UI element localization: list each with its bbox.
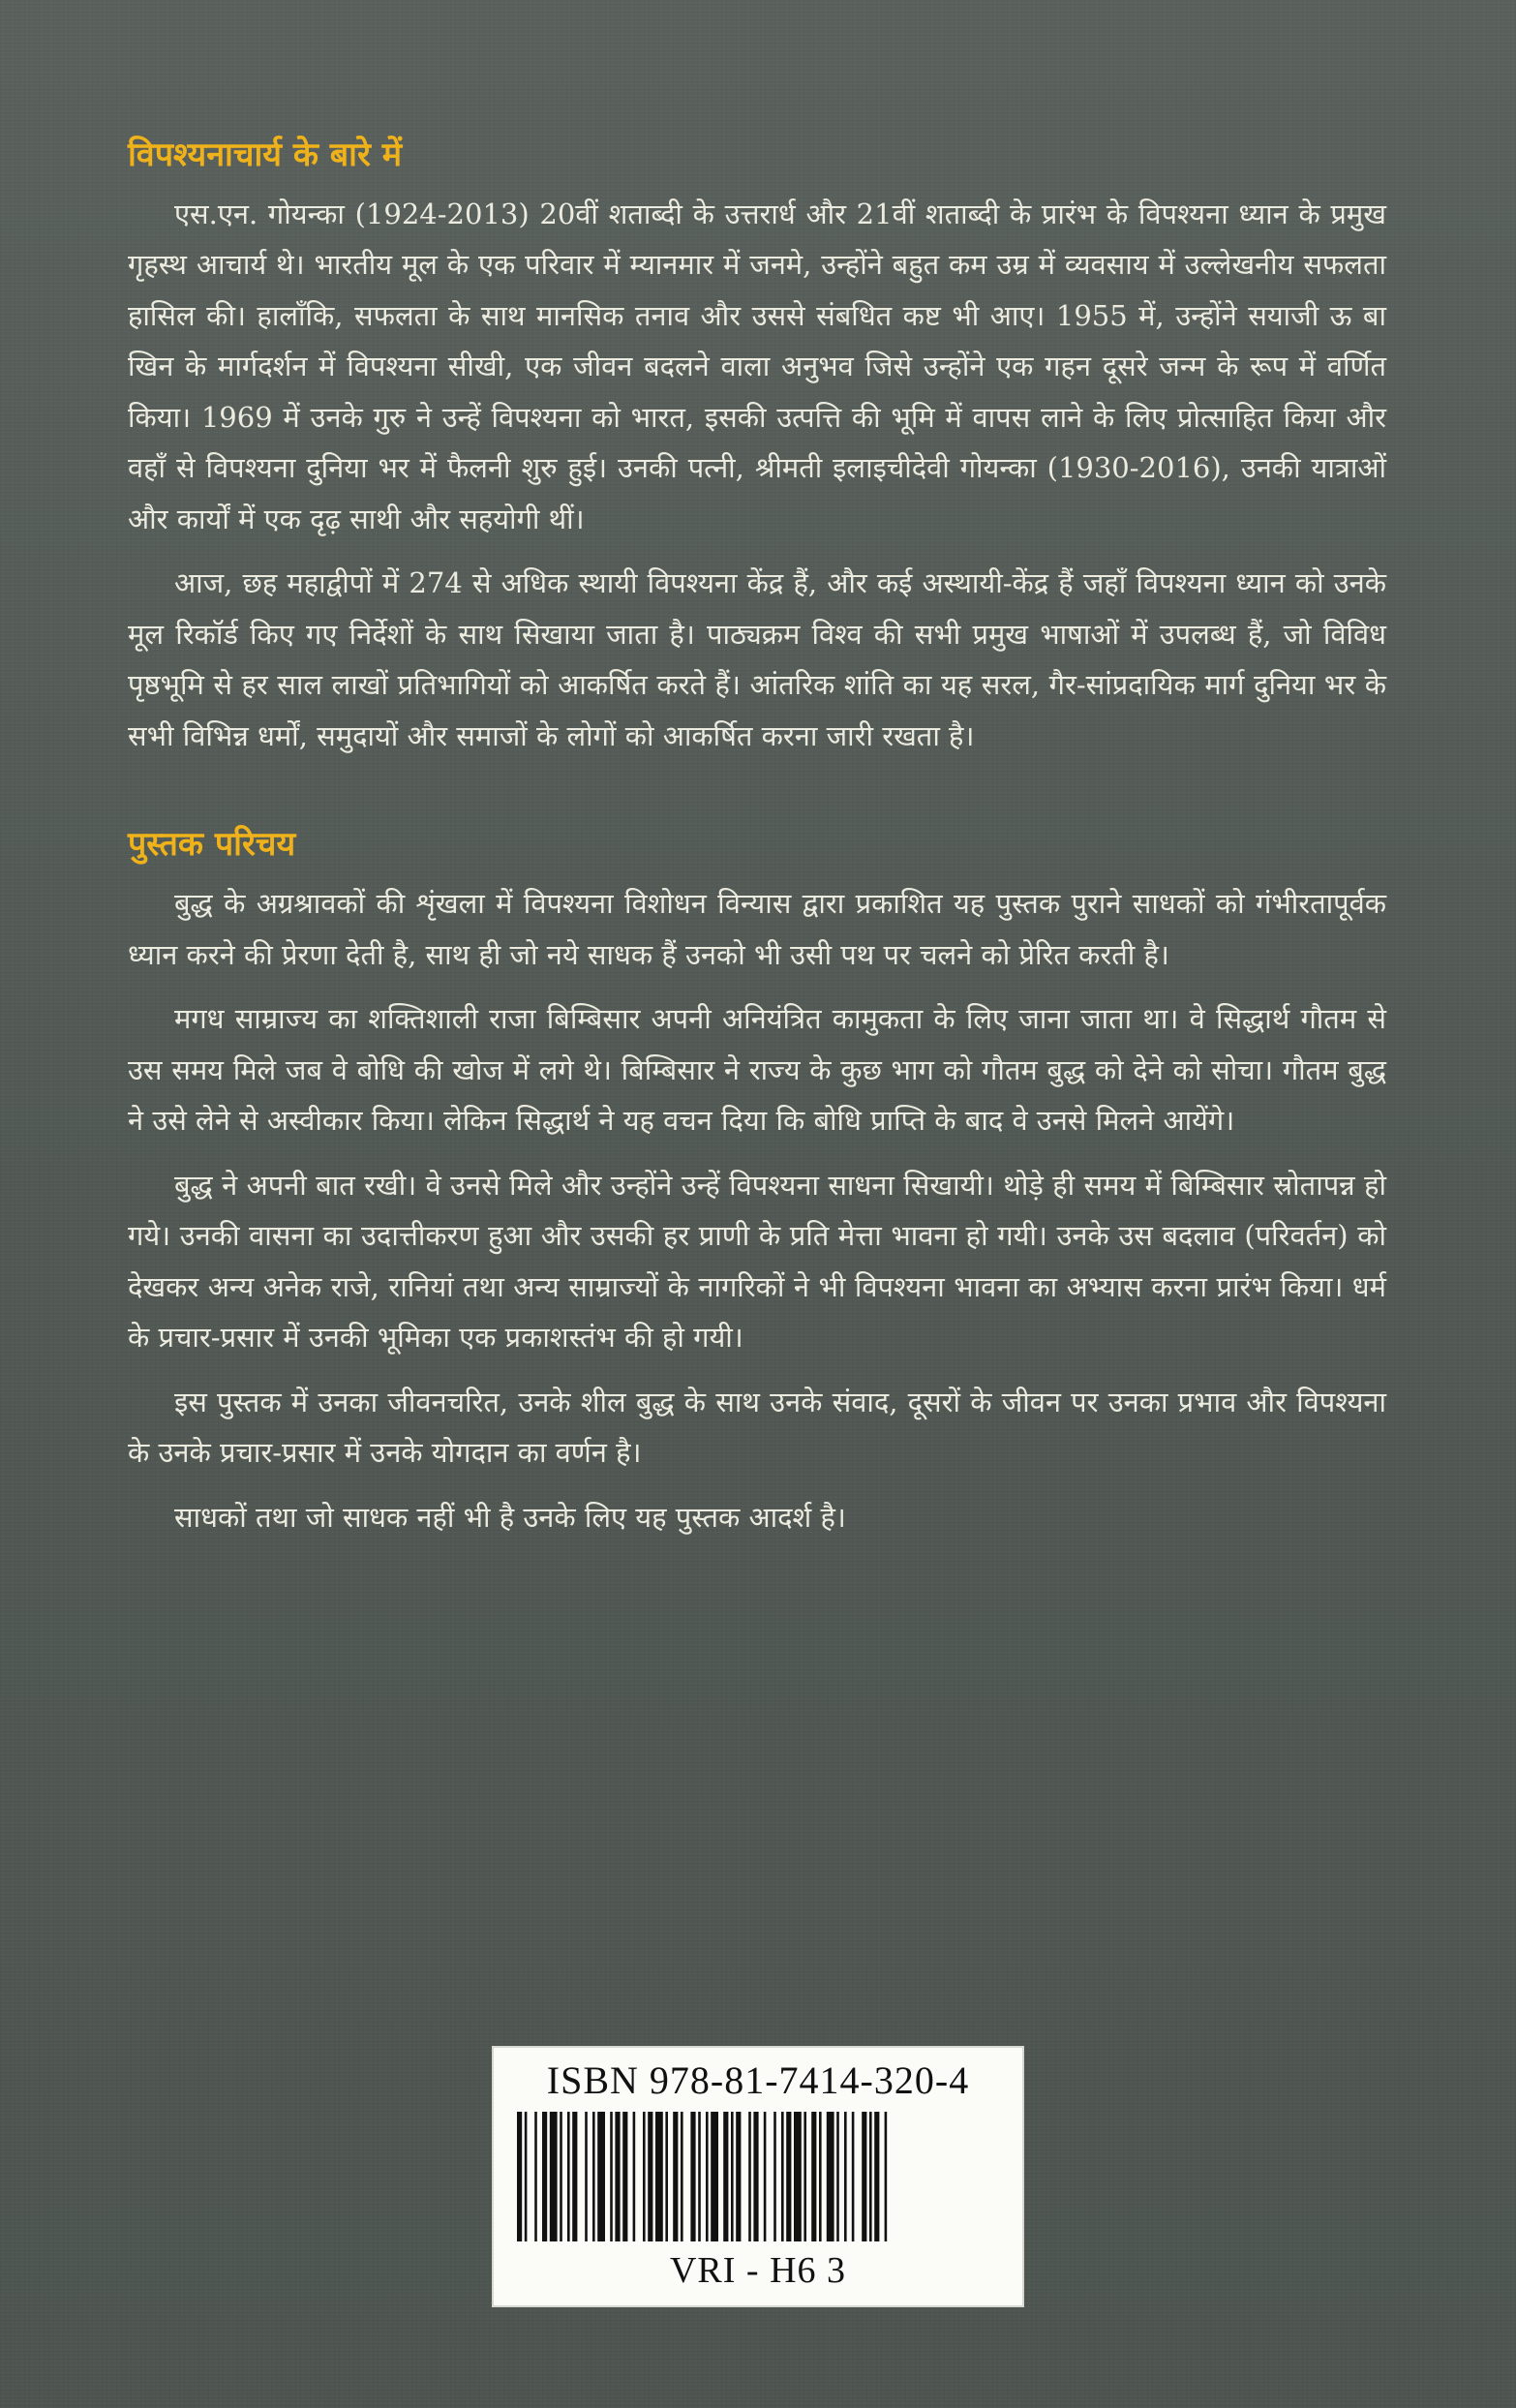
book-section bbox=[128, 825, 1386, 1542]
publisher-code: VRI - H6 3 bbox=[669, 2250, 847, 2291]
book-paragraph-4: इस पुस्तक में उनका जीवनचरित, उनके शील बुद्ध के साथ उनके संवाद, दूसरों के जीवन पर उनका प्रभाव और विपश्यना के उनके प्रचार-प्रसार में उनके योगदान का वर्णन है। bbox=[128, 1385, 1386, 1470]
about-heading: विपश्यनाचार्य के बारे में bbox=[128, 136, 403, 174]
about-paragraph-2: आज, छह महाद्वीपों में 274 से अधिक स्थायी विपश्यना केंद्र हैं, और कई अस्थायी-केंद्र हैं जहाँ विपश्यना ध्यान को उनके मूल रिकॉर्ड किए गए निर्देशों के साथ सिखाया जाता है। पाठ्यक्रम विश्व की सभी प्रमुख भाषाओं में उपलब्ध हैं, जो विविध पृष्ठभूमि से हर साल लाखों प्रतिभागियों को आकर्षित करते हैं। आंतरिक शांति का यह सरल, गैर-सांप्रदायिक मार्ग दुनिया भर के सभी विभिन्न धर्मों, समुदायों और समाजों के लोगों को आकर्षित करना जारी रखता है। bbox=[128, 566, 1386, 752]
book-paragraph-5: साधकों तथा जो साधक नहीं भी है उनके लिए यह पुस्तक आदर्श है। bbox=[174, 1500, 846, 1534]
barcode-icon bbox=[513, 2112, 1005, 2241]
book-paragraph-2: मगध साम्राज्य का शक्तिशाली राजा बिम्बिसार अपनी अनियंत्रित कामुकता के लिए जाना जाता था। वे सिद्धार्थ गौतम से उस समय मिले जब वे बोधि की खोज में लगे थे। बिम्बिसार ने राज्य के कुछ भाग को गौतम बुद्ध को देने को सोचा। गौतम बुद्ध ने उसे लेने से अस्वीकार किया। लेकिन सिद्धार्थ ने यह वचन दिया कि बोधि प्राप्ति के बाद वे उनसे मिलने आयेंगे। bbox=[128, 1002, 1386, 1138]
barcode-label bbox=[492, 2046, 1024, 2307]
about-section bbox=[128, 136, 1386, 761]
book-paragraph-1: बुद्ध के अग्रश्रावकों की शृंखला में विपश्यना विशोधन विन्यास द्वारा प्रकाशित यह पुस्तक पुराने साधकों को गंभीरतापूर्वक ध्यान करने की प्रेरणा देती है, साथ ही जो नये साधक हैं उनको भी उसी पथ पर चलने को प्रेरित करती है। bbox=[128, 887, 1386, 971]
about-paragraph-1: एस.एन. गोयन्का (1924-2013) 20वीं शताब्दी के उत्तरार्ध और 21वीं शताब्दी के प्रारंभ के विपश्यना ध्यान के प्रमुख गृहस्थ आचार्य थे। भारतीय मूल के एक परिवार में म्यानमार में जनमे, उन्होंने बहुत कम उम्र में व्यवसाय में उल्लेखनीय सफलता हासिल की। हालाँकि, सफलता के साथ मानसिक तनाव और उससे संबधित कष्ट भी आए। 1955 में, उन्होंने सयाजी ऊ बा खिन के मार्गदर्शन में विपश्यना सीखी, एक जीवन बदलने वाला अनुभव जिसे उन्होंने एक गहन दूसरे जन्म के रूप में वर्णित किया। 1969 में उनके गुरु ने उन्हें विपश्यना को भारत, इसकी उत्पत्ति की भूमि में वापस लाने के लिए प्रोत्साहित किया और वहाँ से विपश्यना दुनिया भर में फैलनी शुरु हुई। उनकी पत्नी, श्रीमती इलाइचीदेवी गोयन्का (1930-2016), उनकी यात्राओं और कार्यों में एक दृढ़ साथी और सहयोगी थीं। bbox=[128, 197, 1386, 535]
isbn-text: ISBN 978-81-7414-320-4 bbox=[546, 2058, 970, 2102]
book-paragraph-3: बुद्ध ने अपनी बात रखी। वे उनसे मिले और उन्होंने उन्हें विपश्यना साधना सिखायी। थोड़े ही समय में बिम्बिसार स्रोतापन्न हो गये। उनकी वासना का उदात्तीकरण हुआ और उसकी हर प्राणी के प्रति मेत्ता भावना हो गयी। उनके उस बदलाव (परिवर्तन) को देखकर अन्य अनेक राजे, रानियां तथा अन्य साम्राज्यों के नागरिकों ने भी विपश्यना भावना का अभ्यास करना प्रारंभ किया। धर्म के प्रचार-प्रसार में उनकी भूमिका एक प्रकाशस्तंभ की हो गयी। bbox=[128, 1168, 1386, 1355]
book-heading: पुस्तक परिचय bbox=[128, 825, 296, 865]
cover-text-area bbox=[128, 136, 1386, 1556]
section-spacer bbox=[128, 775, 1386, 825]
